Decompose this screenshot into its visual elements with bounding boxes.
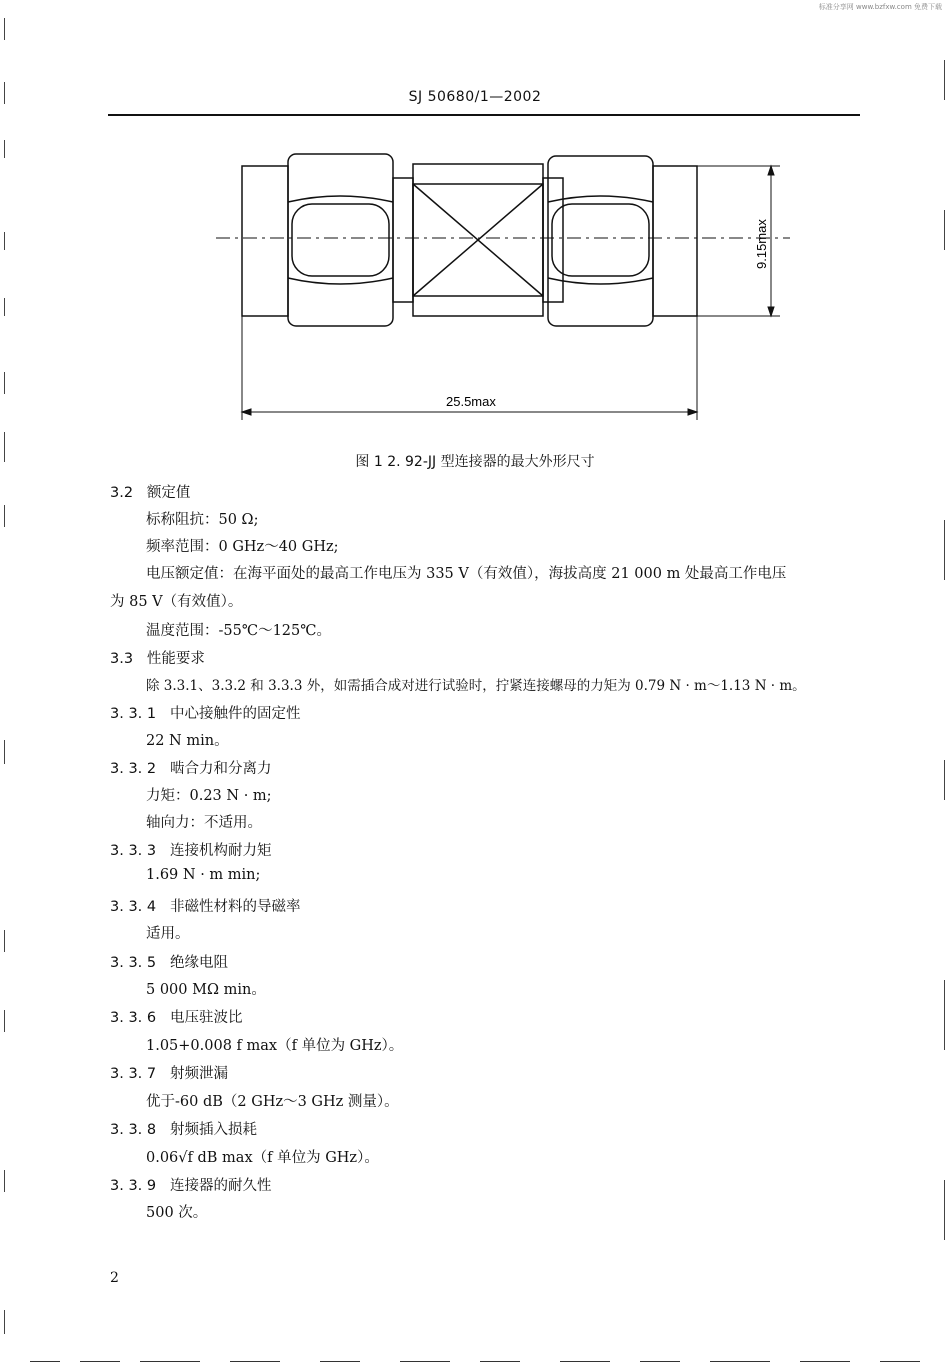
permeability-value: 适用。 <box>146 926 190 942</box>
margin-mark <box>4 740 5 764</box>
right-nut-middle <box>552 204 649 276</box>
scan-mark <box>400 1361 450 1362</box>
scan-mark <box>80 1361 120 1362</box>
section-3-3-3-heading: 3. 3. 3 连接机构耐力矩 <box>110 843 272 859</box>
length-dimension-label: 25.5max <box>446 394 496 409</box>
scan-mark <box>320 1361 360 1362</box>
right-plug-body <box>653 166 697 316</box>
margin-mark <box>944 60 945 100</box>
margin-mark <box>944 980 945 1050</box>
temperature-range: 温度范围：-55℃～125℃。 <box>146 623 331 639</box>
axial-force: 轴向力：不适用。 <box>146 815 262 831</box>
section-3-3-5-heading: 3. 3. 5 绝缘电阻 <box>110 955 228 971</box>
scan-mark <box>880 1361 920 1362</box>
margin-mark <box>944 760 945 800</box>
insulation-resistance-value: 5 000 MΩ min。 <box>146 982 266 998</box>
right-neck <box>543 178 563 302</box>
durability-value: 500 次。 <box>146 1205 208 1221</box>
section-3-3-2-heading: 3. 3. 2 啮合力和分离力 <box>110 761 272 777</box>
margin-mark <box>944 1180 945 1240</box>
left-nut-middle <box>292 204 389 276</box>
margin-mark <box>4 82 5 104</box>
header-rule <box>108 114 860 116</box>
section-3-3-7-heading: 3. 3. 7 射频泄漏 <box>110 1066 228 1082</box>
left-nut-lobes <box>288 196 393 284</box>
rf-leakage-value: 优于-60 dB（2 GHz～3 GHz 测量）。 <box>146 1094 399 1110</box>
scan-mark <box>140 1361 200 1362</box>
section-3-2-heading <box>110 481 190 502</box>
left-coupling-nut <box>288 154 393 326</box>
scan-mark <box>230 1361 280 1362</box>
page-number: 2 <box>110 1270 119 1286</box>
insertion-loss-value: 0.06√f dB max（f 单位为 GHz）。 <box>146 1150 379 1166</box>
watermark: 标准分享网 www.bzfxw.com 免费下载 <box>818 3 942 11</box>
frequency-range: 频率范围：0 GHz～40 GHz; <box>146 539 339 555</box>
section-3-3-9-heading: 3. 3. 9 连接器的耐久性 <box>110 1178 272 1194</box>
margin-mark <box>944 520 945 580</box>
scan-mark <box>560 1361 610 1362</box>
margin-mark <box>944 210 945 250</box>
scan-mark <box>710 1361 770 1362</box>
section-3-3-heading: 3.3 性能要求 <box>110 651 205 667</box>
figure-caption: 图 1 2. 92-JJ 型连接器的最大外形尺寸 <box>355 454 595 470</box>
coupling-torque-value: 1.69 N · m min; <box>146 867 261 883</box>
mating-torque: 力矩：0.23 N · m; <box>146 788 272 804</box>
margin-mark <box>4 1010 5 1032</box>
section-3-3-4-heading: 3. 3. 4 非磁性材料的导磁率 <box>110 899 301 915</box>
connector-drawing <box>210 150 810 430</box>
scan-mark <box>480 1361 520 1362</box>
height-dimension-label: 9.15max <box>754 219 769 269</box>
torque-requirement: 除 3.3.1、3.3.2 和 3.3.3 外，如需插合成对进行试验时，拧紧连接螺母的力矩为 0.79 N · m～1.13 N · m。 <box>146 678 806 694</box>
rated-impedance: 标称阻抗：50 Ω; <box>146 512 259 528</box>
margin-mark <box>4 1170 5 1192</box>
margin-mark <box>4 930 5 952</box>
scan-mark <box>800 1361 850 1362</box>
left-plug-body <box>242 166 288 316</box>
section-number: 3.2 <box>110 485 134 501</box>
margin-mark <box>4 505 5 527</box>
margin-mark <box>4 232 5 250</box>
voltage-rating: 电压额定值：在海平面处的最高工作电压为 335 V（有效值），海拔高度 21 000 m 处最高工作电压 <box>146 566 787 582</box>
section-title: 额定值 <box>146 485 191 501</box>
voltage-rating-cont: 为 85 V（有效值）。 <box>110 594 243 610</box>
section-3-3-1-heading: 3. 3. 1 中心接触件的固定性 <box>110 706 301 722</box>
margin-mark <box>4 298 5 316</box>
left-neck <box>393 178 413 302</box>
scan-mark <box>640 1361 680 1362</box>
standard-code: SJ 50680/1—2002 <box>408 89 542 105</box>
scan-mark <box>30 1361 60 1362</box>
margin-mark <box>4 140 5 158</box>
margin-mark <box>4 372 5 394</box>
margin-mark <box>4 18 5 40</box>
contact-retention-value: 22 N min。 <box>146 733 229 749</box>
section-3-3-8-heading: 3. 3. 8 射频插入损耗 <box>110 1122 257 1138</box>
section-3-3-6-heading: 3. 3. 6 电压驻波比 <box>110 1010 243 1026</box>
margin-mark <box>4 1310 5 1334</box>
vswr-value: 1.05+0.008 f max（f 单位为 GHz）。 <box>146 1038 404 1054</box>
